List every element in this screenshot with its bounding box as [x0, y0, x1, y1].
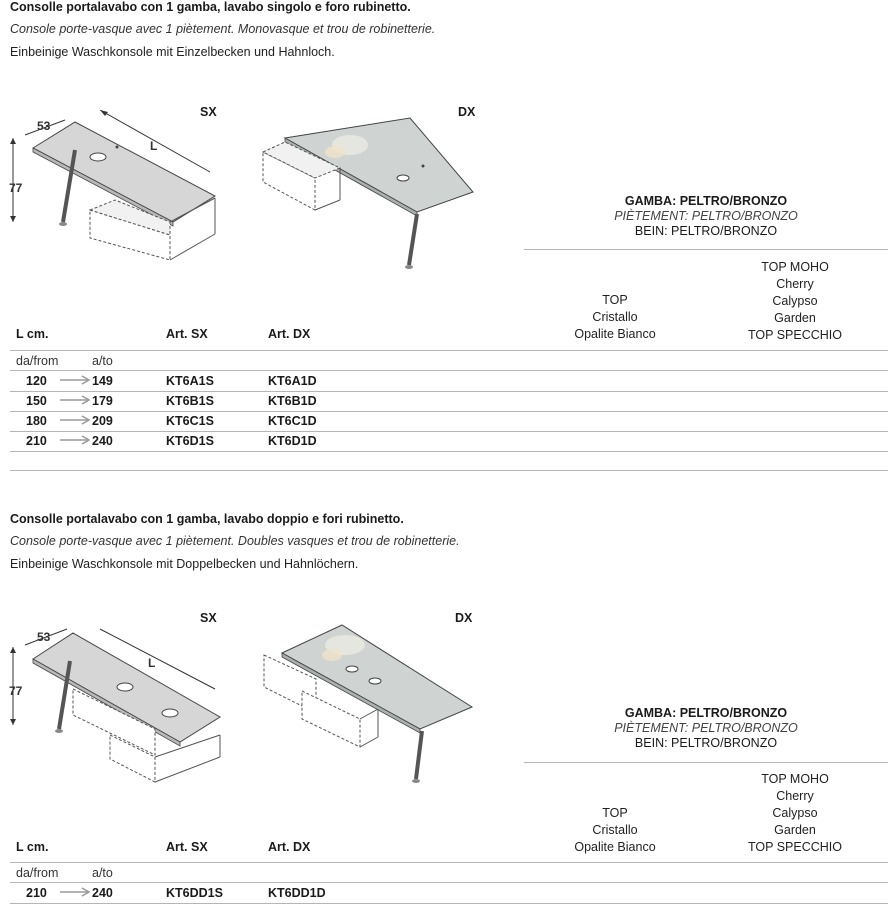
moho-label: TOP MOHO — [761, 260, 829, 274]
console-dx-drawing — [260, 617, 480, 787]
art-dx: KT6DD1D — [268, 886, 326, 900]
leg-finish-block — [524, 706, 888, 751]
art-sx: KT6D1S — [166, 434, 214, 448]
top-label: TOP — [602, 806, 628, 820]
range-from: 120 — [26, 374, 47, 388]
leg-finish-fr: PIÈTEMENT: PELTRO/BRONZO — [614, 721, 798, 735]
art-sx: KT6DD1S — [166, 886, 223, 900]
art-sx: KT6B1S — [166, 394, 214, 408]
table-row — [10, 883, 888, 904]
mirror-label: TOP SPECCHIO — [747, 328, 842, 342]
header-art-dx: Art. DX — [268, 840, 311, 854]
section-title-fr: Console porte-vasque avec 1 piètement. Doubles vasques et trou de robinetterie. — [10, 534, 460, 548]
label-dx: DX — [455, 611, 473, 625]
section-title-it: Consolle portalavabo con 1 gamba, lavabo doppio e fori rubinetto. — [10, 512, 404, 526]
leg-finish-it: GAMBA: PELTRO/BRONZO — [624, 194, 788, 208]
moho-material-column — [735, 771, 855, 856]
label-dx: DX — [458, 105, 476, 119]
console-sx-drawing — [5, 617, 230, 787]
art-dx: KT6D1D — [268, 434, 317, 448]
dim-length: L — [148, 656, 156, 670]
range-to: 240 — [92, 886, 113, 900]
range-to: 209 — [92, 414, 113, 428]
table-row — [10, 391, 888, 412]
range-to: 179 — [92, 394, 113, 408]
header-art-dx: Art. DX — [268, 327, 311, 341]
section-title-it: Consolle portalavabo con 1 gamba, lavabo singolo e foro rubinetto. — [10, 0, 411, 14]
moho-finish: Cherry — [776, 277, 814, 291]
section-title-de: Einbeinige Waschkonsole mit Doppelbecken und Hahnlöchern. — [10, 557, 359, 571]
top-material-column — [560, 292, 670, 343]
leg-finish-de: BEIN: PELTRO/BRONZO — [634, 736, 778, 750]
dim-depth: 53 — [37, 630, 51, 644]
arrow-right-icon — [58, 886, 92, 898]
divider — [524, 762, 888, 763]
leg-finish-block — [524, 194, 888, 239]
range-from: 150 — [26, 394, 47, 408]
art-sx: KT6C1S — [166, 414, 214, 428]
label-sx: SX — [200, 105, 217, 119]
moho-finish: Cherry — [776, 789, 814, 803]
art-dx: KT6B1D — [268, 394, 317, 408]
header-from: da/from — [16, 354, 59, 368]
header-to: a/to — [92, 354, 113, 368]
header-art-sx: Art. SX — [166, 327, 208, 341]
art-sx: KT6A1S — [166, 374, 214, 388]
label-sx: SX — [200, 611, 217, 625]
leg-finish-de: BEIN: PELTRO/BRONZO — [634, 224, 778, 238]
moho-finish: Calypso — [772, 806, 818, 820]
header-from: da/from — [16, 866, 59, 880]
top-material: Opalite Bianco — [574, 840, 656, 854]
table-row — [10, 411, 888, 432]
arrow-right-icon — [58, 374, 92, 386]
table-row — [10, 371, 888, 392]
range-to: 149 — [92, 374, 113, 388]
header-length: L cm. — [16, 840, 49, 854]
top-material-column — [560, 805, 670, 856]
mirror-label: TOP SPECCHIO — [747, 840, 842, 854]
dim-depth: 53 — [37, 119, 51, 133]
section-title-de: Einbeinige Waschkonsole mit Einzelbecken und Hahnloch. — [10, 45, 335, 59]
art-dx: KT6A1D — [268, 374, 317, 388]
leg-finish-fr: PIÈTEMENT: PELTRO/BRONZO — [614, 209, 798, 223]
range-from: 210 — [26, 886, 47, 900]
section-title-fr: Console porte-vasque avec 1 piètement. Monovasque et trou de robinetterie. — [10, 22, 436, 36]
moho-material-column — [735, 259, 855, 344]
top-label: TOP — [602, 293, 628, 307]
header-length: L cm. — [16, 327, 49, 341]
console-sx-drawing — [5, 110, 230, 270]
leg-finish-it: GAMBA: PELTRO/BRONZO — [624, 706, 788, 720]
console-dx-drawing — [255, 110, 480, 275]
moho-finish: Calypso — [772, 294, 818, 308]
arrow-right-icon — [58, 434, 92, 446]
divider — [524, 249, 888, 250]
header-art-sx: Art. SX — [166, 840, 208, 854]
moho-label: TOP MOHO — [761, 772, 829, 786]
top-material: Cristallo — [592, 823, 638, 837]
range-from: 180 — [26, 414, 47, 428]
dim-height: 77 — [9, 181, 23, 195]
divider — [10, 350, 888, 351]
table-row — [10, 431, 888, 452]
arrow-right-icon — [58, 394, 92, 406]
top-material: Cristallo — [592, 310, 638, 324]
divider — [10, 470, 888, 471]
header-to: a/to — [92, 866, 113, 880]
divider — [10, 862, 888, 863]
range-to: 240 — [92, 434, 113, 448]
top-material: Opalite Bianco — [574, 327, 656, 341]
moho-finish: Garden — [774, 823, 816, 837]
arrow-right-icon — [58, 414, 92, 426]
dim-height: 77 — [9, 684, 23, 698]
dim-length: L — [150, 139, 158, 153]
moho-finish: Garden — [774, 311, 816, 325]
art-dx: KT6C1D — [268, 414, 317, 428]
range-from: 210 — [26, 434, 47, 448]
